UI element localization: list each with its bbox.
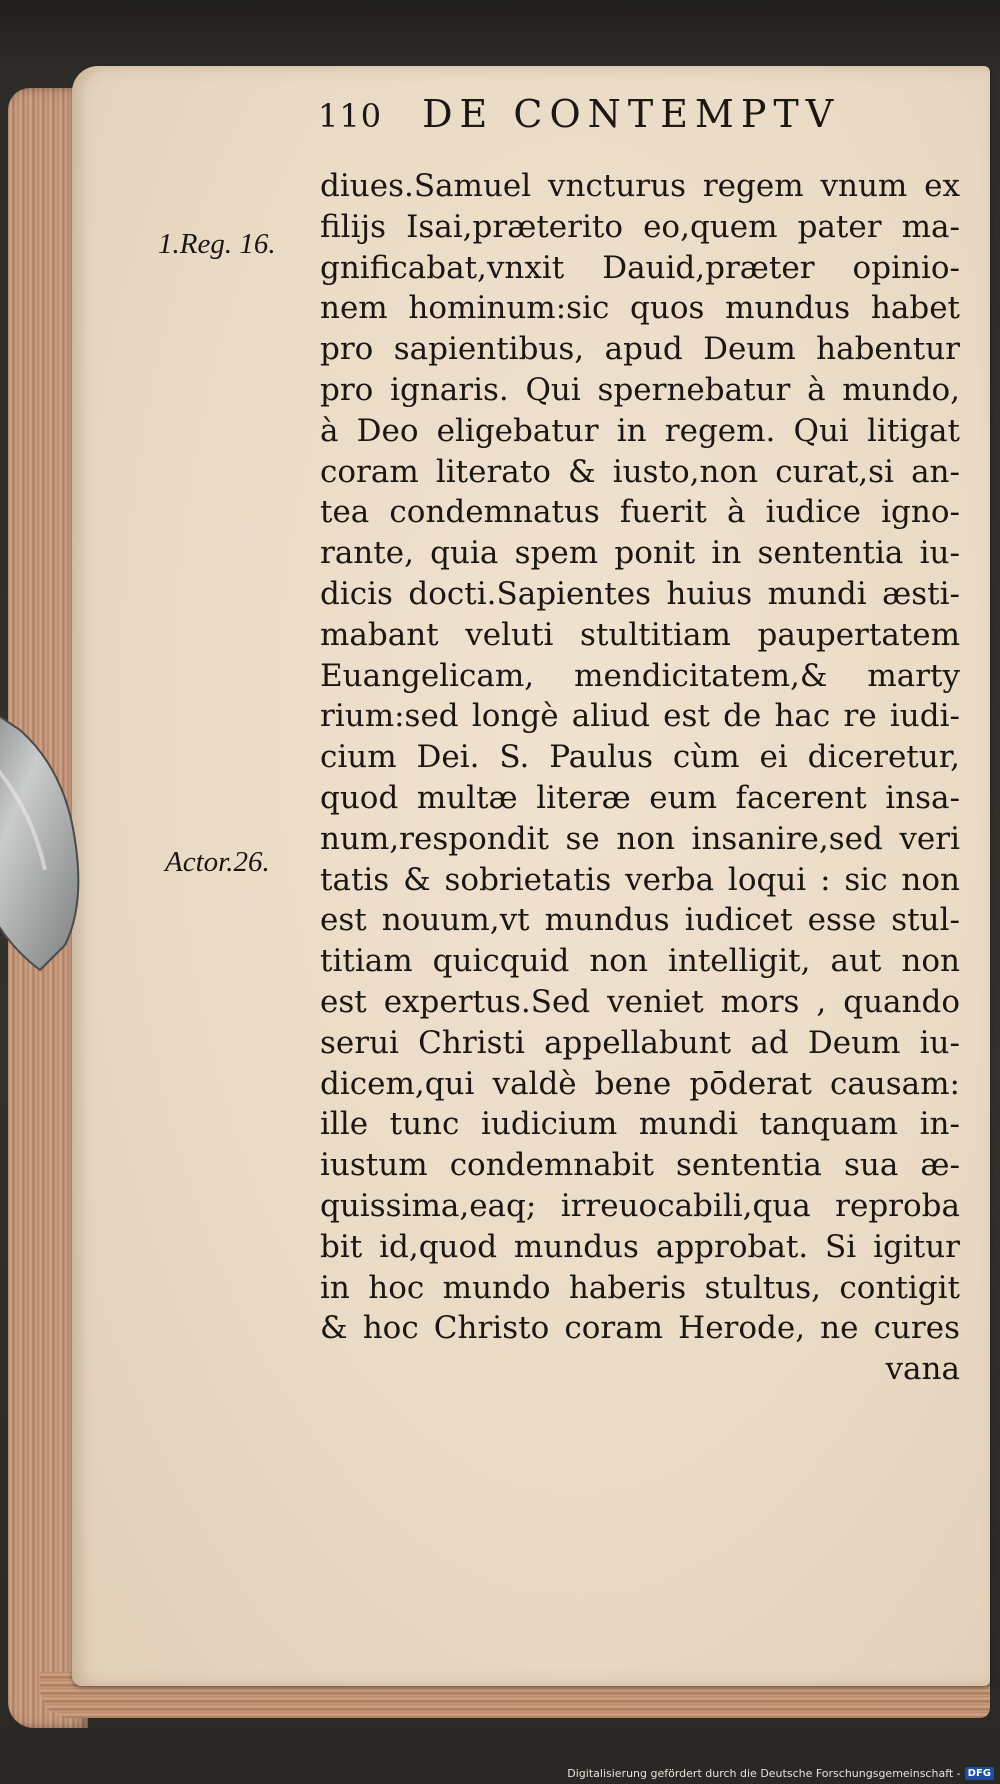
text-line: cium Dei. S. Paulus cùm ei diceretur,: [320, 739, 960, 776]
text-line: filijs Isai,præterito eo,quem pater ma-: [320, 208, 960, 245]
text-line: quissima,eaq; irreuocabili,qua reproba: [320, 1187, 960, 1224]
text-line: in hoc mundo haberis stultus, contigit: [320, 1269, 960, 1306]
body-text: [320, 166, 960, 1390]
text-line: rium:sed longè aliud est de hac re iudi-: [320, 698, 960, 735]
credit-text: Digitalisierung gefördert durch die Deutsche Forschungsgemeinschaft -: [567, 1767, 961, 1780]
text-line: ille tunc iudicium mundi tanquam in-: [320, 1106, 960, 1143]
text-line: mabant veluti stultitiam paupertatem: [320, 616, 960, 653]
text-line: dicem,qui valdè bene pōderat causam:: [320, 1065, 960, 1102]
catchword: vana: [885, 1351, 960, 1388]
text-line: pro sapientibus, apud Deum habentur: [320, 331, 960, 368]
text-line: dicis docti.Sapientes huius mundi æsti-: [320, 575, 960, 612]
page-number: 110: [318, 97, 383, 135]
text-line: serui Christi appellabunt ad Deum iu-: [320, 1024, 960, 1061]
text-line: titiam quicquid non intelligit, aut non: [320, 943, 960, 980]
running-head: DE CONTEMPTV: [422, 92, 841, 136]
text-line: Euangelicam, mendicitatem,& marty: [320, 657, 960, 694]
text-line: iustum condemnabit sententia sua æ-: [320, 1147, 960, 1184]
dfg-logo: DFG: [965, 1767, 994, 1780]
text-line: est expertus.Sed veniet mors , quando: [320, 983, 960, 1020]
text-line: est nouum,vt mundus iudicet esse stul-: [320, 902, 960, 939]
text-line: bit id,quod mundus approbat. Si igitur: [320, 1228, 960, 1265]
page-header: [318, 92, 878, 136]
text-line: nem hominum:sic quos mundus habet: [320, 290, 960, 327]
text-line: tatis & sobrietatis verba loqui : sic non: [320, 861, 960, 898]
text-line: à Deo eligebatur in regem. Qui litigat: [320, 412, 960, 449]
text-line: & hoc Christo coram Herode, ne cures: [320, 1310, 960, 1347]
text-line: tea condemnatus fuerit à iudice igno-: [320, 494, 960, 531]
digitization-credit: [567, 1767, 994, 1780]
text-line: num,respondit se non insanire,sed veri: [320, 820, 960, 857]
text-line: pro ignaris. Qui spernebatur à mundo,: [320, 371, 960, 408]
page-holder-knife-icon: [0, 690, 90, 990]
text-line: diues.Samuel vncturus regem vnum ex: [320, 168, 960, 204]
text-line: gnificabat,vnxit Dauid,præter opinio-: [320, 249, 960, 286]
text-line: quod multæ literæ eum facerent insa-: [320, 779, 960, 816]
text-line: coram literato & iusto,non curat,si an-: [320, 453, 960, 490]
text-line: rante, quia spem ponit in sententia iu-: [320, 535, 960, 572]
marginal-note-actor: Actor.26.: [165, 846, 270, 878]
marginal-note-reg: 1.Reg. 16.: [158, 228, 276, 260]
